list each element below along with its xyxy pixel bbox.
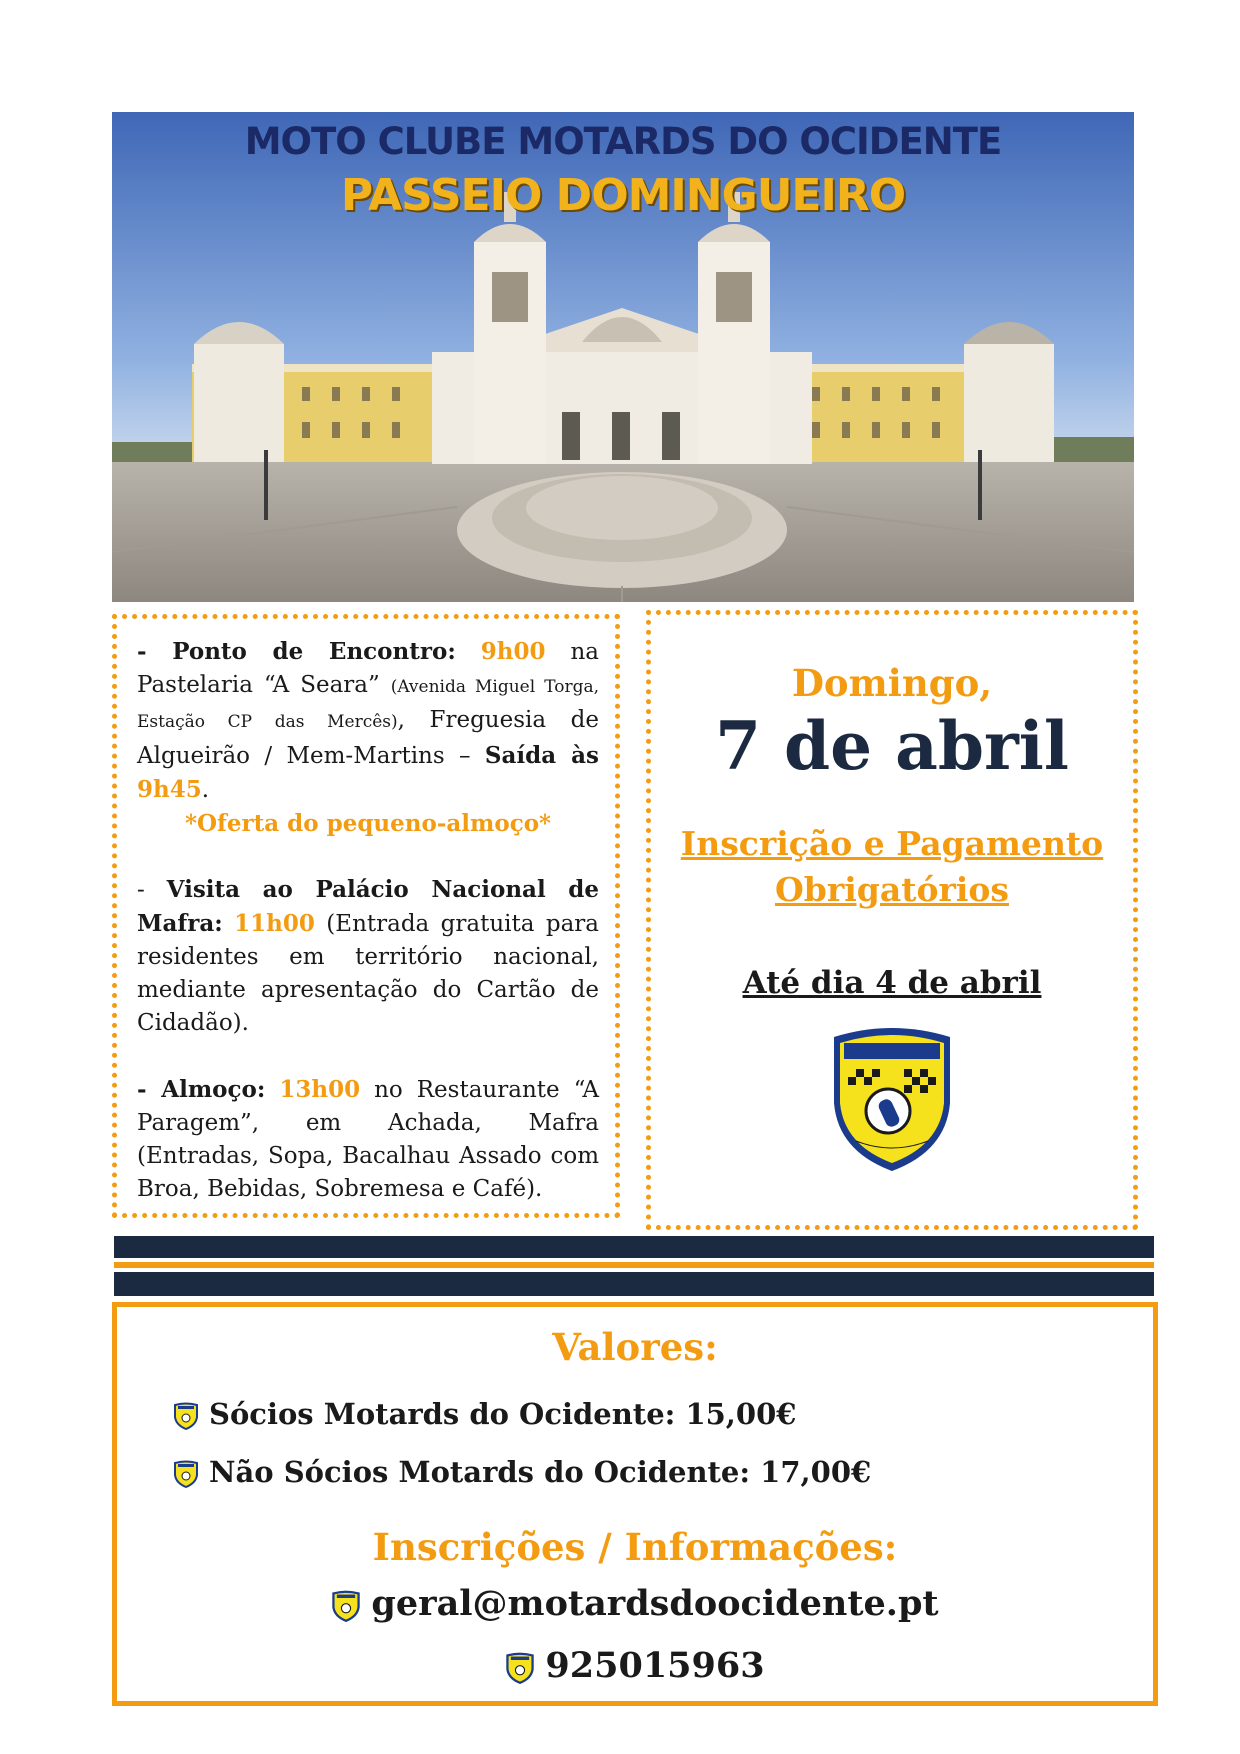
visit-time: 11h00	[234, 910, 315, 937]
phone-number[interactable]: 925015963	[545, 1645, 765, 1686]
departure-label: Saída às	[484, 742, 600, 769]
divider-bar-top	[114, 1236, 1154, 1258]
price-non-members-text: Não Sócios Motards do Ocidente: 17,00€	[209, 1455, 872, 1489]
club-badge-icon	[173, 1460, 199, 1488]
meeting-end: .	[201, 777, 210, 803]
divider-bar-accent	[114, 1262, 1154, 1268]
lunch-text: no Restaurante “A Paragem”, em Achada, Mafra (Entradas, Sopa, Bacalhau Assado com Broa, Bebidas, Sobremesa e Café).	[137, 1077, 600, 1202]
itinerary-box	[112, 614, 620, 1218]
club-badge-icon	[173, 1402, 199, 1430]
visit-label: Visita ao Palácio Nacional de Mafra:	[137, 876, 599, 937]
club-badge-icon	[331, 1590, 361, 1622]
lunch-label: - Almoço:	[137, 1076, 266, 1103]
price-members	[173, 1397, 796, 1431]
visit-paragraph	[137, 873, 599, 1040]
meeting-address: (Avenida Miguel Torga, Estação CP das Mercês)	[137, 677, 599, 732]
prices-heading: Valores:	[552, 1325, 718, 1369]
contact-phone	[117, 1645, 1153, 1686]
meeting-text: na Pastelaria “A Seara”	[137, 639, 600, 698]
registration-deadline: Até dia 4 de abril	[742, 965, 1042, 1001]
registration-notice	[651, 821, 1133, 913]
visit-text: (Entrada gratuita para residentes em território nacional, mediante apresentação do Cartão de Cidadão).	[137, 911, 599, 1036]
date-box	[646, 610, 1138, 1230]
meeting-label: - Ponto de Encontro:	[137, 638, 456, 665]
departure-time: 9h45	[137, 776, 202, 803]
divider-bar-bottom	[114, 1272, 1154, 1296]
price-members-text: Sócios Motards do Ocidente: 15,00€	[209, 1397, 797, 1431]
breakfast-offer: *Oferta do pequeno-almoço*	[184, 810, 552, 837]
weekday: Domingo,	[791, 661, 993, 705]
club-badge-icon	[505, 1652, 535, 1684]
meeting-time: 9h00	[480, 638, 546, 665]
email-address[interactable]: geral@motardsdoocidente.pt	[371, 1583, 939, 1624]
registration-line-1: Inscrição e Pagamento	[680, 824, 1104, 863]
lunch-paragraph	[137, 1073, 599, 1206]
club-name: MOTO CLUBE MOTARDS DO OCIDENTE	[244, 120, 1002, 163]
event-date: 7 de abril	[715, 707, 1069, 785]
contacts-heading: Inscrições / Informações:	[372, 1525, 898, 1569]
meeting-text-2: , Freguesia de Algueirão / Mem-Martins –	[137, 707, 599, 769]
price-non-members	[173, 1455, 871, 1489]
prices-box	[112, 1302, 1158, 1706]
lunch-time: 13h00	[279, 1076, 361, 1103]
club-logo-badge	[826, 1023, 958, 1173]
contact-email	[117, 1583, 1153, 1624]
meeting-point-paragraph	[137, 635, 599, 807]
registration-line-2: Obrigatórios	[775, 870, 1009, 909]
header-banner	[112, 112, 1134, 602]
visit-prefix: -	[137, 877, 167, 903]
event-name: PASSEIO DOMINGUEIRO	[340, 170, 906, 221]
